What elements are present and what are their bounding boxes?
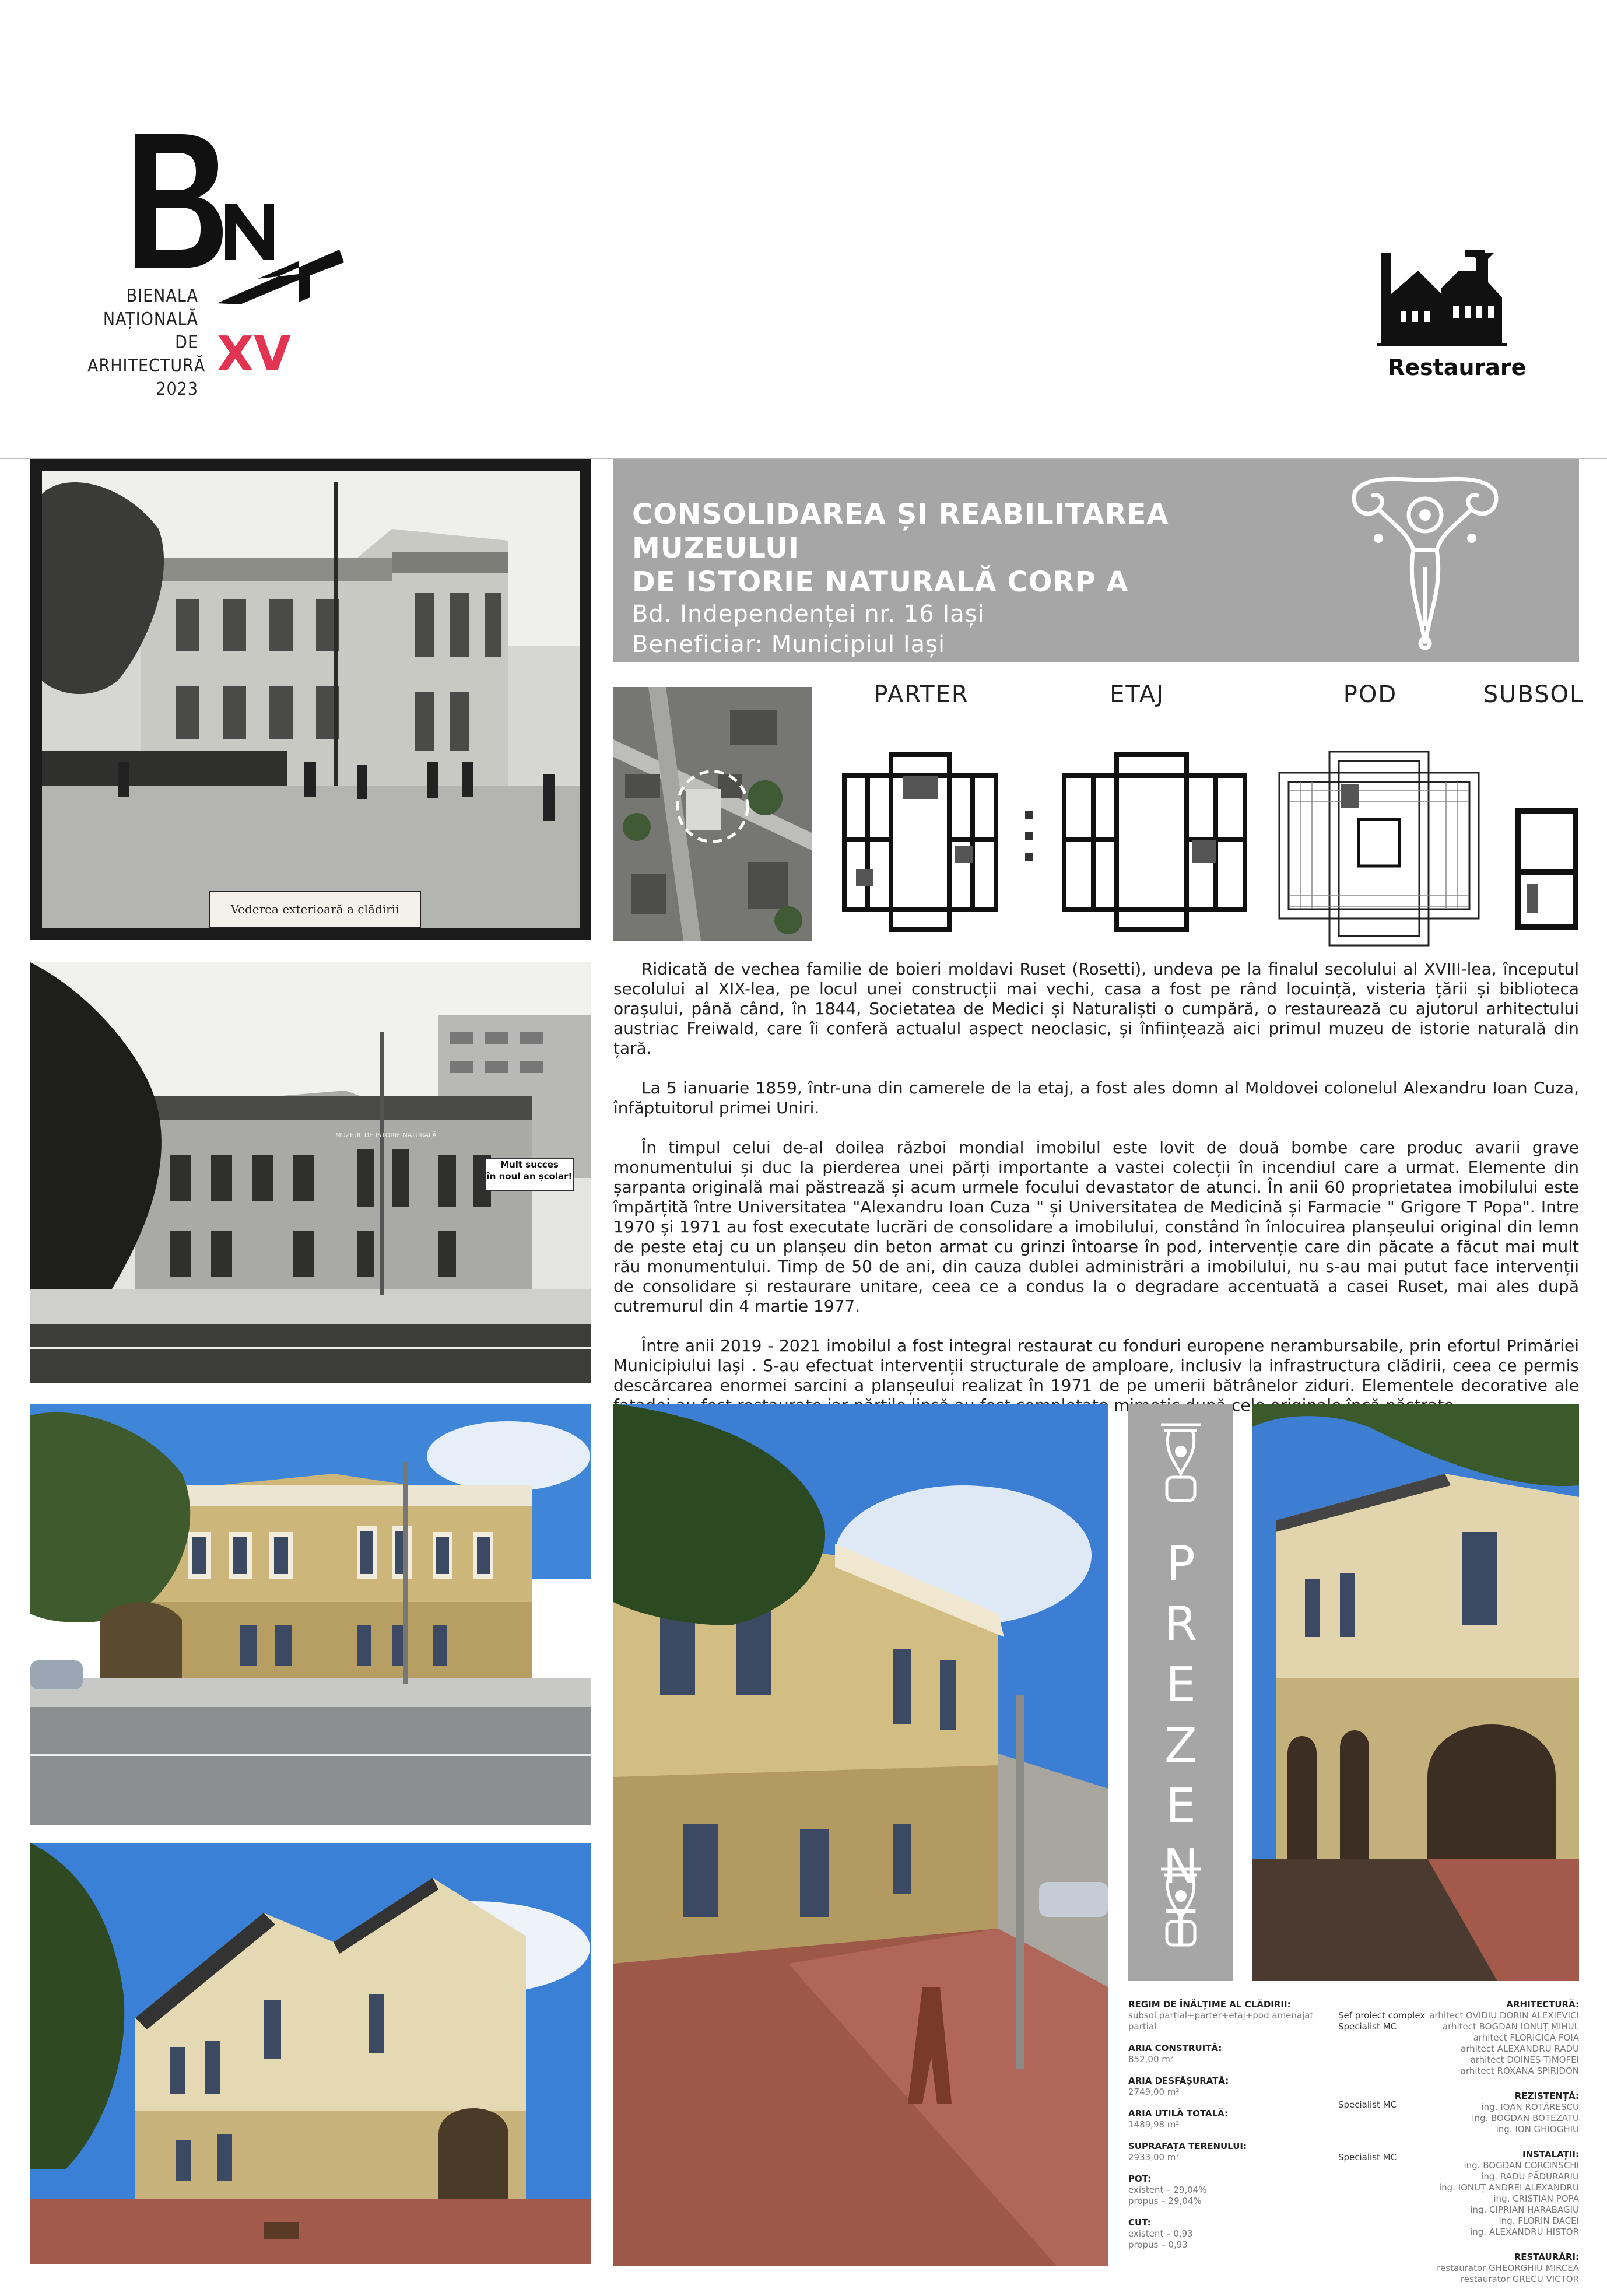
site-aerial-map [613,687,812,941]
role-chief-label: Șef proiect complex [1338,2010,1426,2021]
cut-label: CUT: [1128,2217,1151,2228]
title-text [632,497,1320,660]
pot-proposed: propus – 29,04% [1128,2196,1202,2206]
plan-label-subsol: SUBSOL [1483,681,1584,708]
role-specialist-3: Specialist MC [1338,2152,1397,2162]
floor-plan-subsol [1515,808,1579,930]
land-area-value: 2933,00 m² [1128,2152,1180,2162]
installations-engineer-6: ing. FLORIN DACEI [1499,2216,1579,2226]
prezent-letter-6: N [1163,1839,1199,1895]
logo-letters-na [217,204,345,309]
prezent-letter-7: T [1166,1900,1196,1955]
structural-engineer-1: ing. IOAN ROTĂRESCU [1481,2102,1579,2112]
technical-data-left [1128,1999,1327,2251]
height-value: subsol parțial+parter+etaj+pod amenajat parțial [1128,2010,1314,2032]
built-area-label: ARIA CONSTRUITĂ: [1128,2043,1222,2053]
description-paragraph-1: Ridicată de vechea familie de boieri moldavi Ruset (Rosetti), undeva pe la finalul secolului al XVIII-lea, începutul secolului al XIX-lea, pe locul unei construcții mai vechi, casa a fost pe rând locuință, visteria țării și biblioteca orașului, până când, în 1844, Societatea de Medici și Naturaliști o cumpără, o restaurează cu ajutorul arhitectului austriac Freiwald, care îi conferă actualul aspect neoclasic, și înființează aici primul muzeu de istorie naturală din țară. [613,959,1579,1058]
architect-6: arhitect ROXANA SPIRIDON [1460,2066,1579,2076]
installations-engineer-2: ing. RADU PĂDURARIU [1481,2171,1579,2182]
archive-photo-historic [30,459,591,940]
photo-restored-arcade [1252,1404,1579,1981]
structural-engineer-3: ing. ION GHIOGHIU [1496,2124,1579,2134]
role-specialist-1: Specialist MC [1338,2021,1397,2032]
photo-restored-street-view [613,1404,1108,2266]
restorer-2: restaurator GRECU VICTOR [1460,2274,1579,2284]
pot-label: POT: [1128,2174,1152,2184]
architect-5: arhitect DOINEȘ TIMOFEI [1470,2055,1579,2065]
prezent-letter-3: E [1166,1657,1196,1713]
architect-1: arhitect OVIDIU DORIN ALEXIEVICI [1429,2010,1579,2021]
restaurari-label: RESTAURĂRI: [1514,2252,1579,2262]
baluster-ornament-top-icon [1157,1421,1204,1503]
logo-line-bienala: BIENALA [126,286,198,306]
installations-engineer-5: ing. CIPRIAN HARABAGIU [1470,2204,1579,2215]
prezent-letter-5: E [1166,1779,1196,1834]
instalatii-label: INSTALAȚII: [1522,2149,1579,2160]
prezent-letter-2: R [1164,1597,1198,1652]
logo-letter-b [135,134,223,268]
height-label: REGIM DE ÎNĂLȚIME AL CLĂDIRII: [1128,1999,1291,2010]
photo-restored-facade [30,1404,591,1825]
category-label: Restaurare [1388,355,1527,380]
arhitectura-label: ARHITECTURĂ: [1506,1999,1579,2010]
useful-area-value: 1489,98 m² [1128,2119,1180,2130]
installations-engineer-4: ing. CRISTIAN POPA [1493,2193,1579,2204]
prezent-letter-4: Z [1164,1718,1198,1773]
structural-engineer-2: ing. BOGDAN BOTEZATU [1472,2113,1579,2123]
architect-4: arhitect ALEXANDRU RADU [1461,2043,1579,2054]
installations-engineer-7: ing. ALEXANDRU HISTOR [1470,2227,1579,2237]
plan-label-etaj: ETAJ [1110,681,1164,708]
banner-line-2: în noul an școlar! [486,1171,573,1182]
logo-line-de: DE [175,332,198,353]
bnaxv-logo [0,0,408,420]
pot-existing: existent – 29,04% [1128,2185,1207,2195]
restoration-building-icon [1377,247,1507,346]
installations-engineer-3: ing. IONUȚ ANDREI ALEXANDRU [1438,2182,1579,2193]
architect-2: arhitect BOGDAN IONUȚ MIHUL [1442,2021,1579,2032]
role-specialist-2: Specialist MC [1338,2099,1397,2110]
logo-line-arhitectura: ARHITECTURĂ [87,356,206,376]
logo-line-nationala: NAȚIONALĂ [103,309,198,329]
school-banner [485,1158,574,1191]
project-title-panel [613,459,1579,662]
installations-engineer-1: ing. BOGDAN CORCINSCHI [1464,2160,1579,2171]
description-paragraph-4: Între anii 2019 - 2021 imobilul a fost integral restaurat cu fonduri europene nerambursabile, prin efortul Primăriei Municipiului Iași . S-au efectuat intervenții structurale de amploare, inclusiv la infrastructura clădirii, ceea ce permis descărcarea enormei sarcini a planșeului realizat în 1971 de pe umerii bătrânelor ziduri. Elementele decorative ale cele [613,1336,1579,1415]
description-paragraph-2: La 5 ianuarie 1859, într-una din camerele de la etaj, a fost ales domn al Moldovei colonelul Alexandru Ioan Cuza, înfăptuitorul primei Uniri. [613,1078,1579,1117]
useful-area-label: ARIA UTILĂ TOTALĂ: [1128,2108,1229,2119]
built-area-value: 852,00 m² [1128,2054,1174,2064]
plan-label-parter: PARTER [873,681,969,708]
plan-label-pod: POD [1343,681,1398,708]
description-paragraph-3: În timpul celui de-al doilea război mondial imobilul este lovit de două bombe care produc avarii grave monumentului și duc la pierderea unei părți importante a vastei colecții în incendiul care a urmat. Elemente din șarpanta originală mai păstrează și acum urmele focului devastator de atunci. În anii 60 proprietatea imobilului este împărțită între Universitatea "Alexandru Ioan Cuza " și Universitatea de Medicină și Farmacie " Grigore T Popa". Intre 1970 și 1971 au fost executate lucrări de consolidare a imobilului, constând în înlocuirea planșeului original din lemn de peste etaj cu un planșeu din beton armat cu grinzi întoarse în pod, intervenție care din păcate a făcut mai mult rău monumentului. Timp de 50 de ani, din cauza dublei administrări a imobilului, nu s-au mai putut face intervenții de consolidare și restaurare unitare, ceea ce a condus la o degradare accentuată a casei Ruset, mai ales după cutremurul din 4 martie 1977. [613,1138,1579,1316]
floor-plan-etaj [1058,752,1251,933]
rezistenta-label: REZISTENȚĂ: [1514,2091,1579,2101]
logo-subtitle [87,285,206,401]
developed-area-value: 2749,00 m² [1128,2087,1180,2097]
project-title-line-2: DE ISTORIE NATURALĂ CORP A [632,566,1129,598]
project-address: Bd. Independenței nr. 16 Iași [632,601,985,628]
plan-link-dots [1025,811,1033,881]
edition-number: XV [217,327,291,382]
restorer-1: restaurator GHEORGHIU MIRCEA [1437,2263,1579,2273]
prezent-word [1128,1534,1233,1958]
cut-proposed: propus – 0,93 [1128,2239,1188,2250]
floor-plan-parter [838,752,1002,933]
architect-3: arhitect FLORICICA FOIA [1473,2032,1579,2043]
floor-plan-pod [1277,749,1481,948]
technical-data-team [1388,1999,1579,2285]
museum-sign-old: MUZEUL DE ISTORIE NATURALĂ [335,1131,437,1139]
project-description [613,959,1579,1435]
project-beneficiary: Beneficiar: Municipiul Iași [632,631,946,658]
photo-before-restoration [30,962,591,1383]
banner-line-1: Mult succes [500,1159,559,1170]
developed-area-label: ARIA DESFĂȘURATĂ: [1128,2076,1229,2086]
land-area-label: SUPRAFAȚA TERENULUI: [1128,2141,1247,2151]
prezent-letter-1: P [1166,1536,1195,1592]
archive-photo-caption: Vederea exterioară a clădirii [209,891,421,928]
ornament-icon [1343,468,1507,655]
logo-line-year: 2023 [156,379,198,399]
cut-existing: existent – 0,93 [1128,2228,1193,2239]
project-title-line-1: CONSOLIDAREA ȘI REABILITAREA MUZEULUI [632,498,1169,565]
prezent-letters [1128,1534,1233,1958]
photo-restored-corner [30,1843,591,2264]
